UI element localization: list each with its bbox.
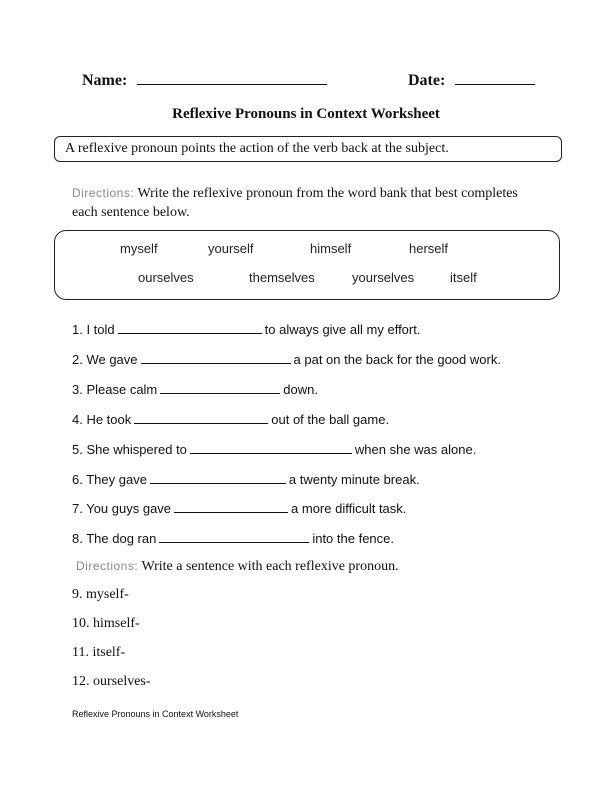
- write-item-9[interactable]: 9. myself-: [72, 587, 129, 602]
- question-1: [72, 321, 420, 337]
- question-text: when she was alone.: [354, 442, 477, 457]
- question-text: 3. Please calm: [72, 382, 158, 397]
- question-8: [72, 530, 394, 546]
- name-field[interactable]: [137, 84, 327, 85]
- footer-title: Reflexive Pronouns in Context Worksheet: [72, 709, 239, 719]
- date-row: [408, 72, 535, 90]
- write-item-11[interactable]: 11. itself-: [72, 645, 126, 660]
- directions-1: [72, 184, 542, 222]
- answer-blank[interactable]: [150, 471, 286, 484]
- word-bank: [54, 230, 560, 300]
- directions-2: [76, 557, 399, 576]
- date-field[interactable]: [455, 84, 535, 85]
- write-item-10[interactable]: 10. himself-: [72, 616, 140, 631]
- answer-blank[interactable]: [159, 530, 309, 543]
- question-text: to always give all my effort.: [264, 322, 421, 337]
- question-text: 7. You guys gave: [72, 501, 172, 516]
- question-text: 6. They gave: [72, 472, 147, 487]
- word-bank-item: ourselves: [138, 270, 194, 285]
- word-bank-item: myself: [120, 241, 158, 256]
- name-row: [82, 72, 327, 90]
- answer-blank[interactable]: [160, 381, 280, 394]
- directions-2-text: Write a sentence with each reflexive pronoun.: [141, 559, 399, 574]
- question-7: [72, 500, 406, 516]
- question-6: [72, 471, 420, 487]
- question-text: 4. He took: [72, 412, 132, 427]
- name-label: Name:: [82, 72, 128, 89]
- question-2: [72, 351, 501, 367]
- question-text: into the fence.: [312, 531, 394, 546]
- question-text: a more difficult task.: [291, 501, 407, 516]
- question-text: down.: [283, 382, 318, 397]
- answer-blank[interactable]: [118, 321, 262, 334]
- page-title: Reflexive Pronouns in Context Worksheet: [172, 106, 440, 122]
- write-item-12[interactable]: 12. ourselves-: [72, 674, 151, 689]
- date-label: Date:: [408, 72, 446, 89]
- answer-blank[interactable]: [134, 411, 268, 424]
- word-bank-item: himself: [310, 241, 352, 256]
- word-bank-item: itself: [450, 270, 477, 285]
- question-text: a twenty minute break.: [288, 472, 420, 487]
- directions-2-label: Directions:: [76, 559, 139, 573]
- answer-blank[interactable]: [190, 441, 352, 454]
- word-bank-item: yourselves: [352, 270, 415, 285]
- question-4: [72, 411, 389, 427]
- word-bank-item: themselves: [249, 270, 315, 285]
- question-text: 8. The dog ran: [72, 531, 157, 546]
- answer-blank[interactable]: [141, 351, 291, 364]
- question-text: out of the ball game.: [271, 412, 390, 427]
- question-5: [72, 441, 476, 457]
- word-bank-item: herself: [409, 241, 449, 256]
- question-3: [72, 381, 318, 397]
- word-bank-item: yourself: [208, 241, 254, 256]
- answer-blank[interactable]: [174, 500, 288, 513]
- directions-1-label: Directions:: [72, 186, 135, 200]
- question-text: a pat on the back for the good work.: [293, 352, 501, 367]
- definition-box: A reflexive pronoun points the action of the verb back at the subject.: [54, 136, 562, 162]
- question-text: 5. She whispered to: [72, 442, 187, 457]
- directions-1-text: Write the reflexive pronoun from the word bank that best completes each sentence below.: [72, 186, 518, 220]
- question-text: 1. I told: [72, 322, 115, 337]
- question-text: 2. We gave: [72, 352, 138, 367]
